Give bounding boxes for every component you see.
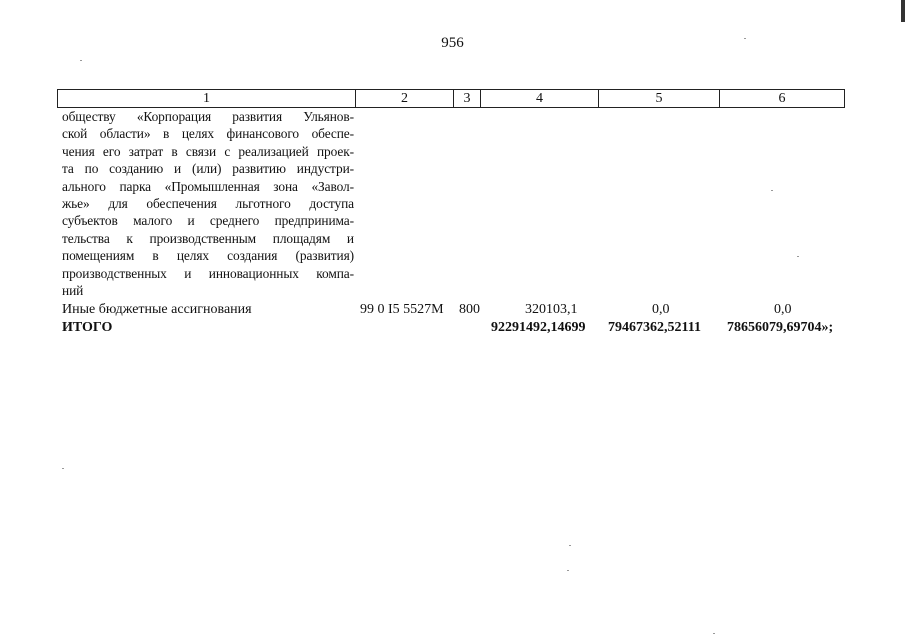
column-header-6: 6 [720,90,845,108]
table-header-row [57,89,845,108]
description-line: жье» для обеспечения льготного доступа [62,196,354,212]
column-header-3: 3 [454,90,481,108]
description-line: та по созданию и (или) развитию индустри- [62,161,354,177]
row-value-6: 0,0 [774,302,792,317]
description-line: обществу «Корпорация развития Ульянов- [62,109,354,124]
column-header-5: 5 [599,90,720,108]
scan-speck [567,570,569,571]
scan-speck [771,190,773,191]
description-line: помещениям в целях создания (развития) [62,248,354,264]
total-value-6: 78656079,69704»; [727,320,834,335]
description-line: ального парка «Промышленная зона «Завол- [62,178,354,194]
description-line: тельства к производственным площадям и [62,230,354,246]
scan-speck [744,38,746,39]
row-type: 800 [459,302,480,317]
total-value-5: 79467362,52111 [608,320,701,335]
description-line: чения его затрат в связи с реализацией проек- [62,143,354,159]
page-number: 956 [441,35,464,51]
column-header-1: 1 [58,90,356,108]
total-value-4: 92291492,14699 [491,320,586,335]
row-value-5: 0,0 [652,302,670,317]
column-header-4: 4 [481,90,599,108]
description-line: ний [62,283,84,299]
row-code: 99 0 I5 5527M [360,302,444,317]
row-description [62,108,354,299]
column-header-2: 2 [356,90,454,108]
description-line: ской области» в целях финансового обеспе- [62,126,354,142]
row-name: Иные бюджетные ассигнования [62,302,252,317]
scan-speck [713,633,715,634]
description-line: производственных и инновационных компа- [62,265,354,281]
scan-speck [797,256,799,257]
row-value-4: 320103,1 [525,302,578,317]
scan-speck [569,545,571,546]
scan-speck [62,468,64,469]
total-label: ИТОГО [62,320,113,335]
scan-speck [80,60,82,61]
scan-edge-mark [901,0,905,22]
description-line: субъектов малого и среднего предпринима- [62,213,354,229]
